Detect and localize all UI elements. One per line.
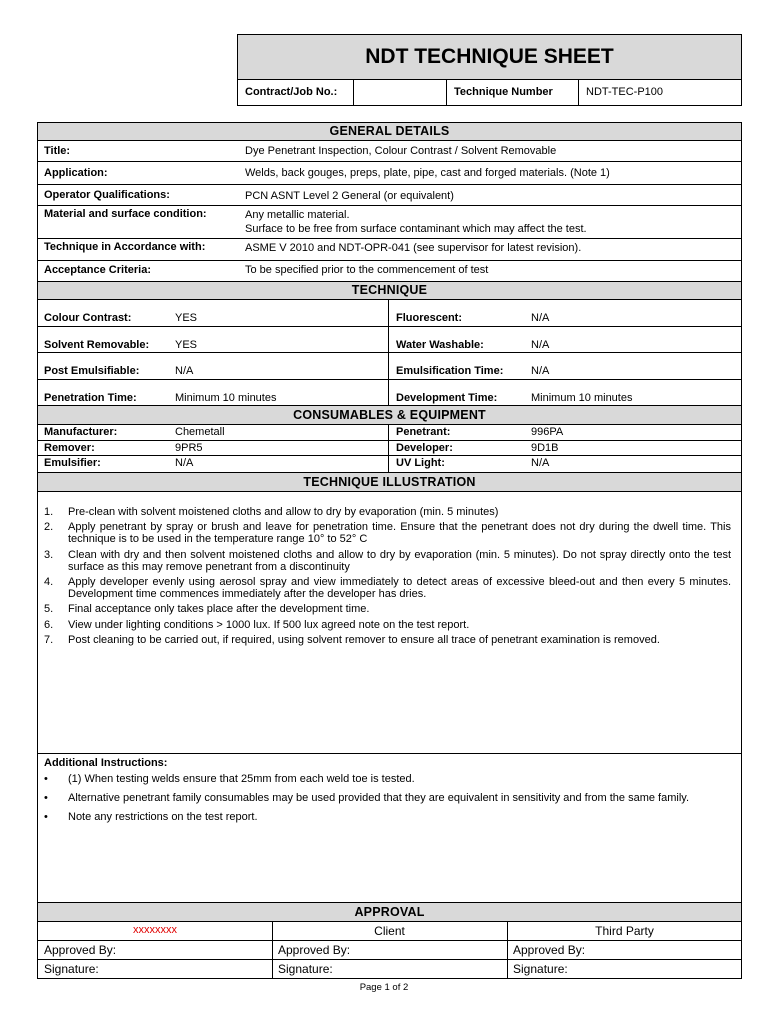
technique-left-value: Minimum 10 minutes [175,392,277,404]
technique-heading: TECHNIQUE [38,281,741,300]
technique-row [38,353,741,380]
operator-label: Operator Qualifications: [44,189,170,201]
procedure-step [44,603,731,615]
material-label: Material and surface condition: [44,208,207,220]
approved-by-label: Approved By: [44,943,117,957]
step-text: Apply penetrant by spray or brush and leave for penetration time. Ensure that the penetrant does not dry during the dwell time. This technique is to be used in the temperature range 10° to 52° C [68,521,731,546]
approval-table [38,921,741,979]
general-title-row [38,141,741,162]
additional-instructions-title: Additional Instructions: [44,757,168,769]
material-value-line-1: Any metallic material. [245,209,350,221]
additional-instructions [44,757,735,830]
procedure-step [44,506,731,518]
material-value-line-2: Surface to be free from surface contaminant which may affect the test. [245,223,587,235]
technique-right-value: Minimum 10 minutes [531,392,633,404]
technique-row [38,380,741,405]
additional-divider [38,753,741,754]
consumables-left-label: Remover: [44,442,95,454]
step-number: 5. [44,603,54,616]
sheet-title: NDT TECHNIQUE SHEET [238,35,741,80]
procedure-step [44,576,731,600]
step-text: View under lighting conditions > 1000 lux. If 500 lux agreed note on the test report. [68,618,470,631]
step-text: Post cleaning to be carried out, if required, using solvent remover to ensure all trace of penetrant examination is removed. [68,633,660,646]
step-number: 7. [44,633,54,646]
procedure-step [44,549,731,573]
sheet-header [237,34,742,106]
title-label: Title: [44,145,71,157]
general-details-heading: GENERAL DETAILS [38,123,741,141]
signature-label: Signature: [513,962,568,976]
technique-left-label: Solvent Removable: [44,339,150,351]
page-number: Page 1 of 2 [359,982,409,993]
consumables-row [38,425,741,441]
consumables-right-value: N/A [531,457,550,469]
technique-right-label: Emulsification Time: [396,365,504,377]
step-number: 6. [44,618,54,631]
bullet-dot: • [44,792,48,804]
step-text: Clean with dry and then solvent moistened cloths and allow to dry by evaporation (min. 5 minutes). Do not spray directly onto the test surface as this may remove penetrant from a discontinuity [68,548,731,573]
procedure-steps [44,506,731,649]
approved-by-label: Approved By: [513,943,586,957]
approved-by-label: Approved By: [278,943,351,957]
technique-number-value: NDT-TEC-P100 [586,86,664,98]
consumables-row [38,456,741,472]
technique-left-value: N/A [175,365,194,377]
accordance-label: Technique in Accordance with: [44,241,206,253]
technique-row [38,327,741,353]
contract-value [354,80,447,106]
consumables-left-value: 9PR5 [175,442,203,454]
technique-right-value: N/A [531,312,550,324]
consumables-left-value: Chemetall [175,426,225,438]
bullet-dot: • [44,773,48,785]
technique-left-label: Penetration Time: [44,392,137,404]
step-number: 3. [44,548,54,561]
signature-label: Signature: [44,962,99,976]
consumables-right-label: Penetrant: [396,426,451,438]
approval-company-head: xxxxxxxx [133,924,177,936]
instruction-bullet [44,811,735,823]
general-accordance-row [38,239,741,261]
procedure-step [44,521,731,545]
procedure-step [44,619,731,631]
procedure-step [44,634,731,646]
step-number: 4. [44,576,54,589]
technique-number-label: Technique Number [447,80,579,106]
instruction-bullet [44,792,735,804]
bullet-text: Note any restrictions on the test report. [68,811,258,823]
technique-right-value: N/A [531,339,550,351]
bullet-dot: • [44,811,48,823]
consumables-row [38,441,741,456]
general-application-row [38,162,741,185]
consumables-right-label: Developer: [396,442,453,454]
approval-heading: APPROVAL [38,902,741,922]
step-number: 2. [44,521,54,534]
technique-left-label: Colour Contrast: [44,312,132,324]
step-text: Final acceptance only takes place after the development time. [68,603,370,616]
application-value: Welds, back gouges, preps, plate, pipe, cast and forged materials. (Note 1) [245,167,610,179]
consumables-right-label: UV Light: [396,457,445,469]
step-text: Pre-clean with solvent moistened cloths and allow to dry by evaporation (min. 5 minutes) [68,506,499,518]
technique-sheet-body [37,122,742,979]
technique-right-label: Fluorescent: [396,312,463,324]
consumables-right-value: 996PA [531,426,564,438]
acceptance-value: To be specified prior to the commencement of test [245,264,489,276]
signature-label: Signature: [278,962,333,976]
operator-value: PCN ASNT Level 2 General (or equivalent) [245,190,454,202]
application-label: Application: [44,167,108,179]
title-value: Dye Penetrant Inspection, Colour Contrast / Solvent Removable [245,145,557,157]
technique-left-value: YES [175,339,198,351]
consumables-heading: CONSUMABLES & EQUIPMENT [38,405,741,425]
bullet-text: (1) When testing welds ensure that 25mm from each weld toe is tested. [68,773,415,785]
consumables-right-value: 9D1B [531,442,559,454]
header-info-row [238,80,741,106]
approval-row-line-2 [38,959,741,960]
consumables-left-label: Manufacturer: [44,426,118,438]
step-number: 1. [44,506,54,518]
approval-third-party-head: Third Party [595,924,654,938]
step-text: Apply developer evenly using aerosol spray and view immediately to detect areas of excessive bleed-out and then every 5 minutes. Development time commences immediately after the developer has dries. [68,576,731,601]
general-acceptance-row [38,261,741,281]
technique-left-label: Post Emulsifiable: [44,365,140,377]
consumables-left-label: Emulsifier: [44,457,101,469]
approval-client-head: Client [374,924,405,938]
contract-label: Contract/Job No.: [238,80,354,106]
acceptance-label: Acceptance Criteria: [44,264,151,276]
technique-right-label: Development Time: [396,392,498,404]
consumables-left-value: N/A [175,457,194,469]
illustration-heading: TECHNIQUE ILLUSTRATION [38,472,741,492]
approval-row-line-1 [38,940,741,941]
bullet-text: Alternative penetrant family consumables may be used provided that they are equivalent in sensitivity and from the same family. [68,792,690,804]
technique-row [38,300,741,327]
accordance-value: ASME V 2010 and NDT-OPR-041 (see supervisor for latest revision). [245,242,582,254]
technique-right-label: Water Washable: [396,339,484,351]
general-operator-row [38,185,741,206]
technique-right-value: N/A [531,365,550,377]
instruction-bullet [44,773,735,785]
technique-left-value: YES [175,312,198,324]
general-material-row [38,206,741,239]
